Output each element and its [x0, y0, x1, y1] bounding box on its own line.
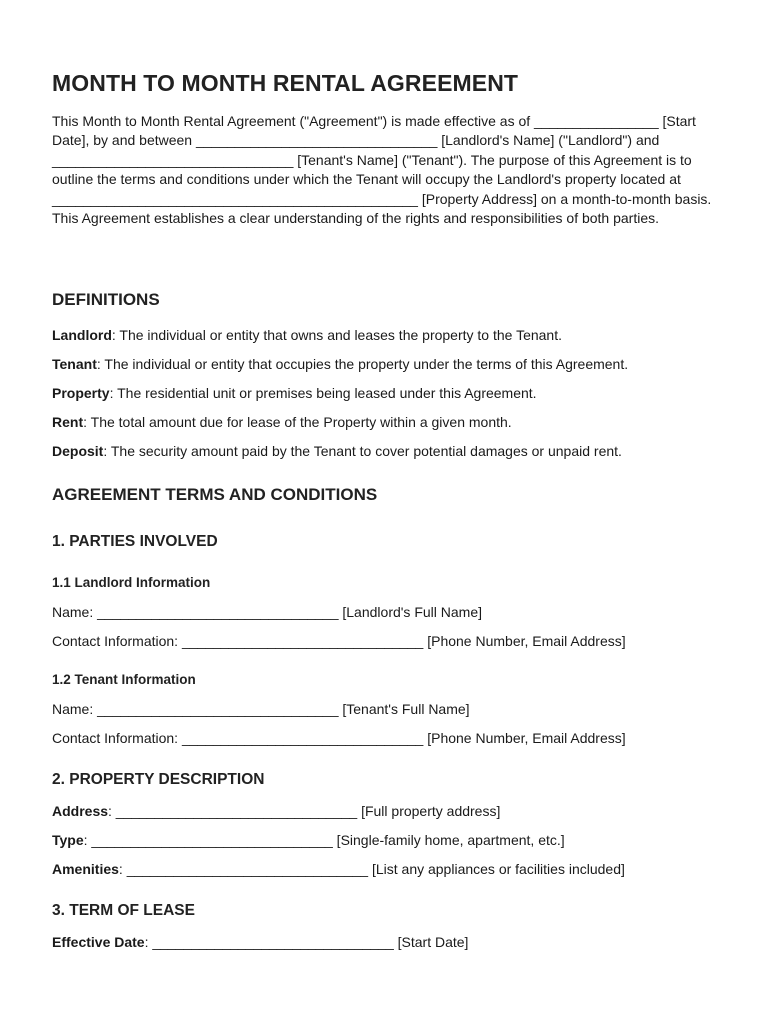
definition-text: : The total amount due for lease of the Property within a given month.: [83, 414, 512, 430]
tenant-info-heading: 1.2 Tenant Information: [52, 672, 196, 687]
document-title: MONTH TO MONTH RENTAL AGREEMENT: [52, 70, 519, 96]
intro-paragraph: This Month to Month Rental Agreement ("Agreement") is made effective as of ________________ [Start Date], by and between _______________________________ [Landlord's Name] ("Landlord") and _______________________________ [Tenant's Name] ("Tenant"). The purpose of this Agreement is to outline the terms and conditions under which the Tenant will occupy the Landlord's property located at _______________________________________________ [Property Address] on a month-to-month basis. This Agreement establishes a clear understanding of the rights and responsibilities of both parties.: [52, 113, 712, 227]
definition-deposit: [52, 443, 622, 459]
property-heading: 2. PROPERTY DESCRIPTION: [52, 771, 265, 788]
effective-date-line: [52, 934, 468, 950]
field-term: Effective Date: [52, 934, 145, 950]
definition-tenant: [52, 356, 628, 372]
definition-text: : The security amount paid by the Tenant to cover potential damages or unpaid rent.: [103, 443, 622, 459]
parties-heading: 1. PARTIES INVOLVED: [52, 533, 218, 550]
field-term: Amenities: [52, 861, 119, 877]
definition-term: Property: [52, 385, 110, 401]
terms-heading: AGREEMENT TERMS AND CONDITIONS: [52, 485, 378, 504]
definition-term: Tenant: [52, 356, 97, 372]
property-type-line: [52, 832, 565, 848]
field-term: Address: [52, 803, 109, 819]
definition-term: Landlord: [52, 327, 112, 343]
field-text: : _______________________________ [Full property address]: [108, 803, 501, 819]
definition-term: Rent: [52, 414, 84, 430]
landlord-name-line: Name: _______________________________ [Landlord's Full Name]: [52, 604, 483, 620]
field-term: Type: [52, 832, 84, 848]
definition-text: : The individual or entity that occupies the property under the terms of this Agreement.: [96, 356, 629, 372]
definition-text: : The residential unit or premises being leased under this Agreement.: [109, 385, 537, 401]
definition-property: [52, 385, 537, 401]
definition-term: Deposit: [52, 443, 104, 459]
field-text: : _______________________________ [List any appliances or facilities included]: [118, 861, 625, 877]
definition-rent: [52, 414, 512, 430]
property-amenities-line: [52, 861, 625, 877]
lease-term-heading: 3. TERM OF LEASE: [52, 902, 195, 919]
definition-landlord: [52, 327, 562, 343]
landlord-contact-line: Contact Information: _______________________________ [Phone Number, Email Address]: [52, 633, 626, 649]
property-address-line: [52, 803, 500, 819]
field-text: : _______________________________ [Start Date]: [144, 934, 469, 950]
field-text: : _______________________________ [Single-family home, apartment, etc.]: [83, 832, 565, 848]
definition-text: : The individual or entity that owns and leases the property to the Tenant.: [111, 327, 562, 343]
tenant-contact-line: Contact Information: _______________________________ [Phone Number, Email Address]: [52, 730, 626, 746]
tenant-name-line: Name: _______________________________ [Tenant's Full Name]: [52, 701, 470, 717]
definitions-heading: DEFINITIONS: [52, 290, 160, 309]
landlord-info-heading: 1.1 Landlord Information: [52, 575, 211, 590]
